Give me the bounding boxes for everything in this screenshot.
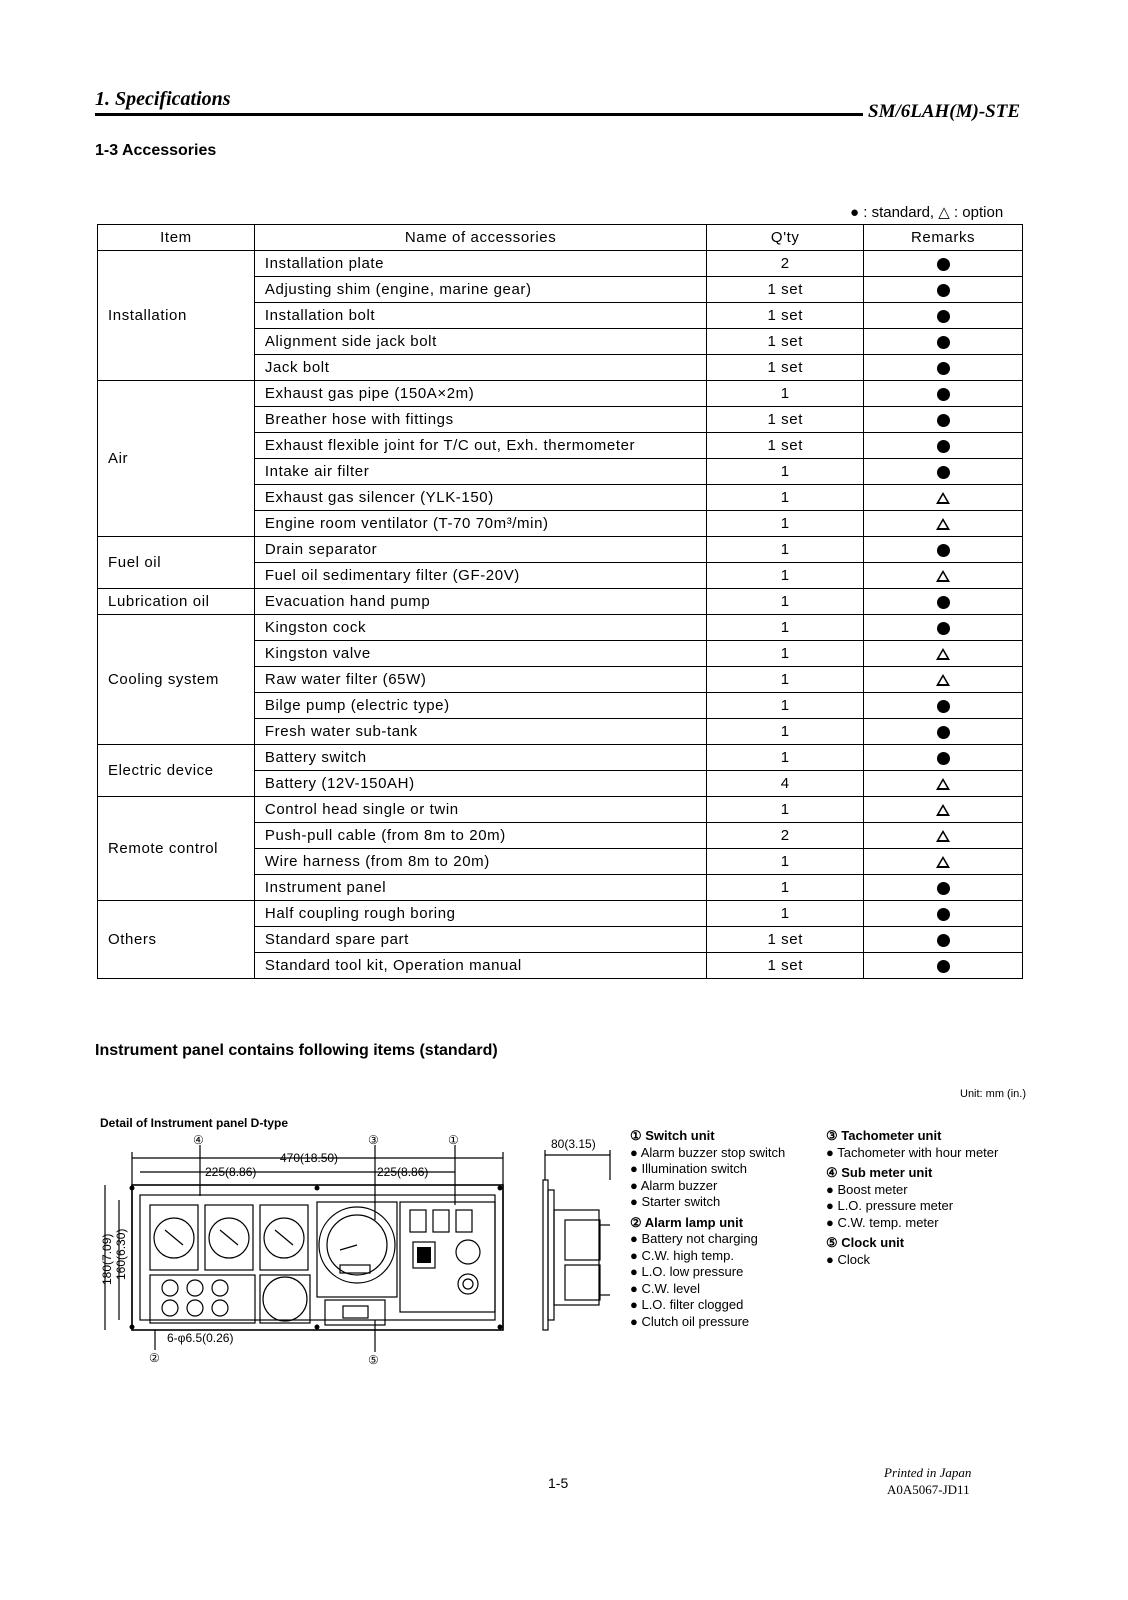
list-item: ● L.O. low pressure (630, 1264, 744, 1279)
item-category: Remote control (98, 797, 255, 901)
accessory-quantity: 1 (707, 615, 864, 641)
alarm-lamp-unit-title: ② Alarm lamp unit (630, 1214, 744, 1230)
list-item: ● Starter switch (630, 1194, 721, 1209)
standard-dot-icon (937, 310, 950, 323)
accessory-quantity: 1 set (707, 927, 864, 953)
units-column-1 (630, 1128, 820, 1330)
callout-2: ② (149, 1351, 160, 1365)
accessory-quantity: 1 set (707, 303, 864, 329)
accessory-name: Exhaust gas silencer (YLK-150) (254, 485, 706, 511)
accessory-name: Exhaust gas pipe (150A×2m) (254, 381, 706, 407)
sub-meter-unit-title: ④ Sub meter unit (826, 1165, 933, 1180)
standard-dot-icon (937, 622, 950, 635)
standard-dot-icon (937, 388, 950, 401)
instrument-panel-title: Instrument panel contains following items (standard) (95, 1042, 498, 1059)
accessory-quantity: 1 (707, 589, 864, 615)
list-item: ● Tachometer with hour meter (826, 1144, 999, 1160)
accessory-name: Standard tool kit, Operation manual (254, 953, 706, 979)
switch-unit-title: ① Switch unit (630, 1128, 715, 1143)
depth-label: 80(3.15) (551, 1137, 596, 1151)
accessory-name: Half coupling rough boring (254, 901, 706, 927)
accessory-quantity: 4 (707, 771, 864, 797)
accessory-name: Intake air filter (254, 459, 706, 485)
instrument-panel-front-drawing (95, 1130, 525, 1375)
accessory-quantity: 1 (707, 875, 864, 901)
accessory-quantity: 1 (707, 563, 864, 589)
list-item: ● Illumination switch (630, 1161, 747, 1176)
table-header-row (98, 225, 1023, 251)
right-width-label: 225(8.86) (377, 1165, 429, 1179)
accessory-remark (864, 875, 1023, 901)
accessory-quantity: 1 (707, 381, 864, 407)
list-item: ● Battery not charging (630, 1231, 758, 1246)
accessory-remark (864, 667, 1023, 693)
instrument-panel-side-drawing (535, 1130, 620, 1345)
table-row (98, 381, 1023, 407)
accessory-name: Raw water filter (65W) (254, 667, 706, 693)
accessory-quantity: 1 (707, 719, 864, 745)
table-row (98, 745, 1023, 771)
option-triangle-icon (936, 492, 950, 504)
accessory-name: Battery switch (254, 745, 706, 771)
option-triangle-icon (936, 830, 950, 842)
option-triangle-icon (936, 804, 950, 816)
list-item: ● Boost meter (826, 1181, 908, 1197)
accessory-quantity: 1 (707, 693, 864, 719)
inner-height-label: 160(6.30) (114, 1228, 128, 1280)
accessory-remark (864, 485, 1023, 511)
units-column-2 (826, 1128, 1026, 1268)
column-header: Name of accessories (254, 225, 706, 251)
option-triangle-icon (936, 674, 950, 686)
clock-unit-title: ⑤ Clock unit (826, 1235, 905, 1250)
accessory-name: Wire harness (from 8m to 20m) (254, 849, 706, 875)
accessory-remark (864, 901, 1023, 927)
option-triangle-icon (936, 648, 950, 660)
accessory-remark (864, 927, 1023, 953)
accessory-remark (864, 953, 1023, 979)
model-name: SM/6LAH(M)-STE (868, 101, 1021, 122)
accessory-remark (864, 693, 1023, 719)
accessory-quantity: 1 set (707, 329, 864, 355)
accessory-remark (864, 719, 1023, 745)
list-item: ● C.W. temp. meter (826, 1214, 939, 1230)
accessory-name: Instrument panel (254, 875, 706, 901)
accessory-name: Fresh water sub-tank (254, 719, 706, 745)
accessory-remark (864, 277, 1023, 303)
table-row (98, 251, 1023, 277)
table-row (98, 589, 1023, 615)
standard-dot-icon (937, 752, 950, 765)
tachometer-unit-title: ③ Tachometer unit (826, 1128, 942, 1143)
accessory-remark (864, 745, 1023, 771)
accessory-name: Alignment side jack bolt (254, 329, 706, 355)
accessory-quantity: 1 (707, 511, 864, 537)
standard-dot-icon (937, 960, 950, 973)
accessory-remark (864, 563, 1023, 589)
accessories-table (97, 224, 1023, 979)
standard-dot-icon (937, 440, 950, 453)
printed-note: Printed in Japan (884, 1465, 972, 1480)
accessory-name: Adjusting shim (engine, marine gear) (254, 277, 706, 303)
item-category: Electric device (98, 745, 255, 797)
callout-1: ① (448, 1133, 459, 1147)
table-row (98, 901, 1023, 927)
accessory-quantity: 1 set (707, 407, 864, 433)
accessory-remark (864, 511, 1023, 537)
standard-dot-icon (937, 700, 950, 713)
accessory-name: Control head single or twin (254, 797, 706, 823)
accessory-name: Kingston valve (254, 641, 706, 667)
accessory-remark (864, 381, 1023, 407)
list-item: ● C.W. level (630, 1280, 700, 1296)
list-item: ● C.W. high temp. (630, 1247, 734, 1263)
accessory-remark (864, 823, 1023, 849)
accessory-remark (864, 797, 1023, 823)
item-category: Installation (98, 251, 255, 381)
accessory-name: Engine room ventilator (T-70 70m³/min) (254, 511, 706, 537)
callout-3: ③ (368, 1133, 379, 1147)
accessory-remark (864, 407, 1023, 433)
accessory-quantity: 1 (707, 849, 864, 875)
item-category: Fuel oil (98, 537, 255, 589)
standard-dot-icon (937, 908, 950, 921)
accessory-quantity: 1 set (707, 953, 864, 979)
unit-note: Unit: mm (in.) (960, 1088, 1026, 1100)
accessory-remark (864, 771, 1023, 797)
standard-dot-icon (937, 258, 950, 271)
detail-title: Detail of Instrument panel D-type (100, 1116, 289, 1130)
standard-dot-icon (937, 934, 950, 947)
list-item: ● Clutch oil pressure (630, 1313, 750, 1329)
accessory-quantity: 1 (707, 745, 864, 771)
page-number: 1-5 (548, 1475, 569, 1491)
outer-height-label: 180(7.09) (100, 1233, 114, 1285)
accessory-quantity: 1 set (707, 355, 864, 381)
item-category: Cooling system (98, 615, 255, 745)
accessory-quantity: 1 set (707, 277, 864, 303)
section-title: 1. Specifications (95, 88, 231, 110)
item-category: Others (98, 901, 255, 979)
accessory-quantity: 1 set (707, 433, 864, 459)
accessory-remark (864, 303, 1023, 329)
accessory-quantity: 1 (707, 797, 864, 823)
standard-dot-icon (937, 726, 950, 739)
accessory-name: Exhaust flexible joint for T/C out, Exh. thermometer (254, 433, 706, 459)
accessory-remark (864, 355, 1023, 381)
accessory-name: Bilge pump (electric type) (254, 693, 706, 719)
table-row (98, 797, 1023, 823)
list-item: ● Clock (826, 1251, 870, 1267)
accessory-name: Jack bolt (254, 355, 706, 381)
option-triangle-icon (936, 778, 950, 790)
list-item: ● L.O. pressure meter (826, 1198, 954, 1213)
item-category: Lubrication oil (98, 589, 255, 615)
accessory-quantity: 2 (707, 823, 864, 849)
accessory-quantity: 1 (707, 667, 864, 693)
list-item: ● Alarm buzzer stop switch (630, 1144, 786, 1160)
accessory-remark (864, 459, 1023, 485)
list-item: ● L.O. filter clogged (630, 1297, 744, 1312)
standard-dot-icon (937, 544, 950, 557)
column-header: Remarks (864, 225, 1023, 251)
accessory-quantity: 1 (707, 537, 864, 563)
accessory-name: Evacuation hand pump (254, 589, 706, 615)
accessory-remark (864, 537, 1023, 563)
accessory-quantity: 2 (707, 251, 864, 277)
standard-dot-icon (937, 414, 950, 427)
column-header: Item (98, 225, 255, 251)
callout-5: ⑤ (368, 1353, 379, 1367)
accessory-quantity: 1 (707, 641, 864, 667)
accessory-name: Drain separator (254, 537, 706, 563)
accessory-quantity: 1 (707, 459, 864, 485)
standard-dot-icon (937, 882, 950, 895)
standard-dot-icon (937, 466, 950, 479)
overall-width-label: 470(18.50) (280, 1151, 339, 1165)
accessory-name: Breather hose with fittings (254, 407, 706, 433)
accessory-remark (864, 589, 1023, 615)
standard-dot-icon (937, 362, 950, 375)
accessory-remark (864, 251, 1023, 277)
callout-4: ④ (193, 1133, 204, 1147)
accessory-name: Battery (12V-150AH) (254, 771, 706, 797)
remarks-legend: ● : standard, △ : option (850, 204, 1004, 221)
accessory-name: Installation bolt (254, 303, 706, 329)
accessory-name: Push-pull cable (from 8m to 20m) (254, 823, 706, 849)
accessory-quantity: 1 (707, 485, 864, 511)
accessory-remark (864, 641, 1023, 667)
standard-dot-icon (937, 596, 950, 609)
table-row (98, 537, 1023, 563)
standard-dot-icon (937, 284, 950, 297)
accessory-name: Standard spare part (254, 927, 706, 953)
holes-label: 6-φ6.5(0.26) (167, 1331, 234, 1345)
accessory-remark (864, 849, 1023, 875)
option-triangle-icon (936, 856, 950, 868)
accessory-name: Fuel oil sedimentary filter (GF-20V) (254, 563, 706, 589)
accessory-remark (864, 329, 1023, 355)
table-row (98, 615, 1023, 641)
item-category: Air (98, 381, 255, 537)
accessory-quantity: 1 (707, 901, 864, 927)
left-width-label: 225(8.86) (205, 1165, 257, 1179)
header-rule (95, 113, 863, 116)
accessory-remark (864, 433, 1023, 459)
standard-dot-icon (937, 336, 950, 349)
option-triangle-icon (936, 518, 950, 530)
accessory-name: Installation plate (254, 251, 706, 277)
column-header: Q'ty (707, 225, 864, 251)
accessory-remark (864, 615, 1023, 641)
accessory-name: Kingston cock (254, 615, 706, 641)
list-item: ● Alarm buzzer (630, 1177, 718, 1193)
option-triangle-icon (936, 570, 950, 582)
subsection-title: 1-3 Accessories (95, 142, 217, 159)
document-code: A0A5067-JD11 (887, 1482, 970, 1497)
